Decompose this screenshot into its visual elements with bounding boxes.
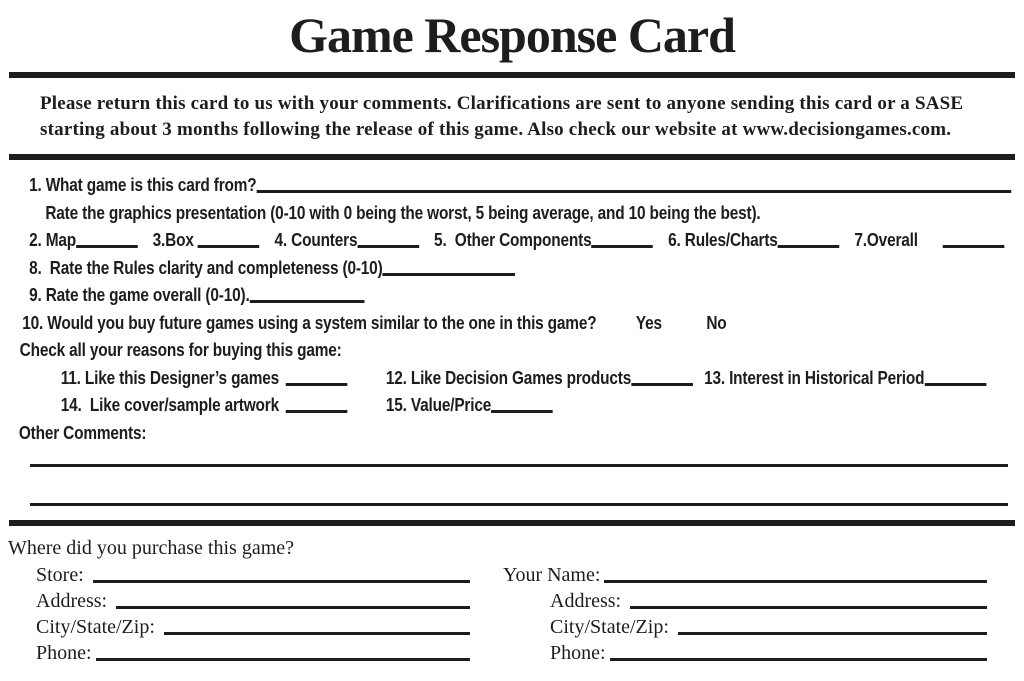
reason-artwork-label: 14. Like cover/sample artwork [60,395,280,415]
your-name-field[interactable] [604,580,987,583]
reason-dg-products [386,365,704,393]
reason-value-price-label: 15. Value/Price [385,395,492,415]
q10-yes-option[interactable]: Yes [635,312,662,333]
store-field[interactable] [93,580,470,583]
ratings-row [0,227,1023,255]
comments-line-2[interactable] [30,503,1008,506]
rating-counters-label: 4. Counters [274,230,358,250]
reason-artwork-field[interactable] [286,408,348,413]
rating-overall [854,227,1004,255]
questions-section [0,172,1024,447]
question-1-row [0,172,1023,200]
question-9-label: 9. Rate the game overall (0-10). [29,285,250,305]
reasons-header-label: Check all your reasons for buying this game: [19,340,342,360]
rating-rules-charts-label: 6. Rules/Charts [668,230,778,250]
reason-artwork [61,392,386,420]
store-city-state-zip-row [8,614,470,640]
divider-bottom [9,520,1015,526]
rating-rules-charts [668,227,839,255]
customer-column [503,562,987,666]
store-city-state-zip-field[interactable] [164,632,470,635]
store-phone-label: Phone: [36,642,92,664]
rating-map-field[interactable] [76,243,138,248]
comments-line-1[interactable] [30,464,1008,467]
graphics-note-label: Rate the graphics presentation (0-10 with 0 being the worst, 5 being average, and 10 being the best). [45,202,761,223]
q8-rules-clarity-field[interactable] [383,271,516,276]
store-city-state-zip-label: City/State/Zip: [36,616,160,638]
reason-designer-label: 11. Like this Designer’s games [60,367,279,388]
rating-map [29,227,138,255]
your-address-row [503,588,987,614]
your-phone-row [503,640,987,666]
reason-designer-field[interactable] [286,381,348,386]
question-8-row [0,255,1023,283]
reason-dg-products-field[interactable] [631,381,693,386]
question-1-label: 1. What game is this card from? [29,175,257,195]
rating-map-label: 2. Map [29,230,76,250]
reason-value-price [386,392,553,420]
other-comments-row [0,420,1023,448]
store-phone-row [8,640,470,666]
q10-no-option[interactable]: No [706,312,727,333]
your-name-row [503,562,987,588]
store-address-field[interactable] [116,606,470,609]
rating-other-components-label: 5. Other Components [434,230,592,250]
your-phone-label: Phone: [550,642,606,664]
reason-dg-products-label: 12. Like Decision Games products [385,367,632,388]
rating-box-label: 3.Box [152,230,198,250]
store-address-label: Address: [36,590,113,612]
purchase-header: Where did you purchase this game? [8,537,295,559]
store-phone-field[interactable] [96,658,470,661]
intro-text [40,91,986,143]
rating-box [153,227,260,255]
reasons-row-1 [0,365,1023,393]
intro-line-1: Please return this card to us with your comments. Clarifications are sent to anyone sending this card or a SASE [40,93,964,114]
your-phone-field[interactable] [610,658,987,661]
reasons-header-row [0,337,1023,365]
your-city-state-zip-field[interactable] [678,632,987,635]
question-10-row [0,310,1023,338]
question-9-row [0,282,1023,310]
rating-rules-charts-field[interactable] [778,243,840,248]
your-city-state-zip-label: City/State/Zip: [550,616,674,638]
rating-other-components [434,227,653,255]
store-address-row [8,588,470,614]
q1-game-name-field[interactable] [257,188,1012,193]
card-title: Game Response Card [289,7,735,63]
divider-top [9,72,1015,78]
your-address-label: Address: [550,590,627,612]
q9-game-overall-field[interactable] [250,298,365,303]
intro-line-2: starting about 3 months following the release of this game. Also check our website at www.decisiongames.com. [40,119,952,140]
other-comments-label: Other Comments: [18,422,147,443]
reasons-row-2 [0,392,1023,420]
reason-value-price-field[interactable] [491,408,553,413]
store-label: Store: [36,564,89,586]
question-8-label: 8. Rate the Rules clarity and completeness (0-10) [29,257,383,278]
your-address-field[interactable] [630,606,987,609]
divider-intro [9,154,1015,160]
graphics-note-row [0,200,1023,228]
question-10-label: 10. Would you buy future games using a system similar to the one in this game? [22,312,597,333]
response-card [0,6,1024,666]
reason-historical-period-field[interactable] [924,381,986,386]
rating-overall-field[interactable] [943,243,1005,248]
rating-overall-label: 7.Overall [854,230,918,250]
your-city-state-zip-row [503,614,987,640]
reason-historical-period-label: 13. Interest in Historical Period [704,367,925,388]
store-row [8,562,470,588]
store-column [8,562,470,666]
rating-box-field[interactable] [198,243,260,248]
rating-counters [275,227,419,255]
reason-historical-period [704,365,986,393]
your-name-label: Your Name: [503,564,601,586]
rating-other-components-field[interactable] [591,243,653,248]
reason-designer [61,365,386,393]
purchase-section [0,536,1024,666]
rating-counters-field[interactable] [357,243,419,248]
